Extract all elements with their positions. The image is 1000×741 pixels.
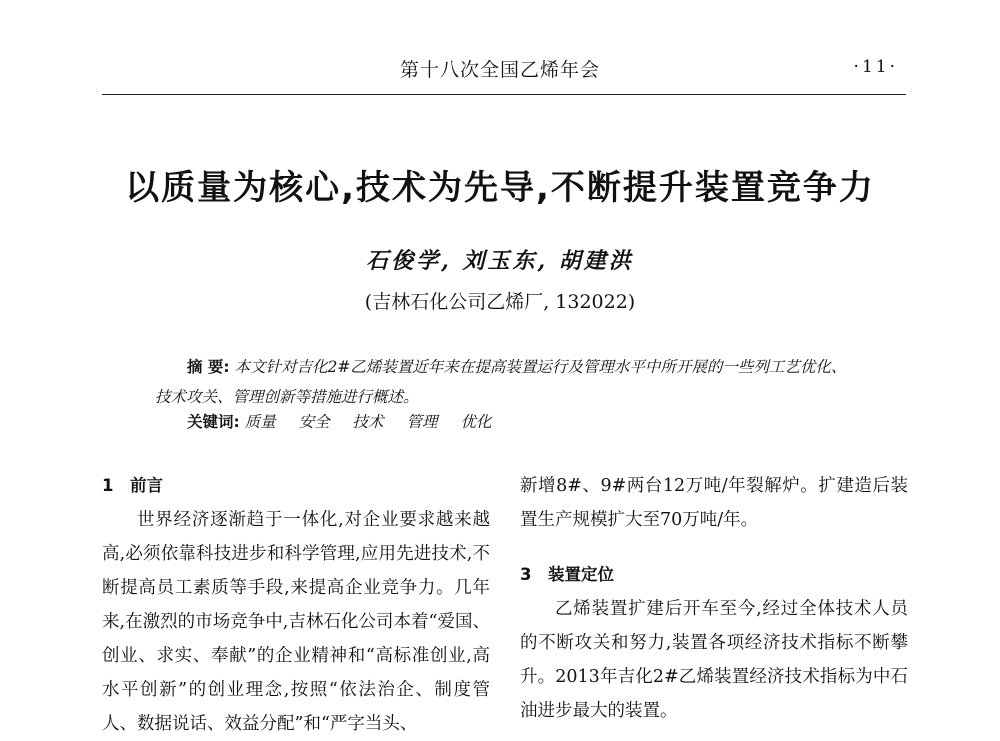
- left-column: [102, 469, 490, 741]
- section-title: 前言: [130, 476, 163, 495]
- positioning-paragraph: 乙烯装置扩建后开车至今,经过全体技术人员的不断攻关和努力,装置各项经济技术指标不断攀升。2013年吉化2#乙烯装置经济技术指标为中石油进步最大的装置。: [520, 599, 908, 721]
- keyword: 技术: [352, 413, 384, 431]
- abstract: [155, 352, 855, 412]
- keyword: 安全: [298, 413, 330, 431]
- affiliation: (吉林石化公司乙烯厂, 132022): [364, 291, 636, 313]
- keywords: [187, 410, 509, 432]
- authors: 石俊学, 刘玉东, 胡建洪: [366, 248, 634, 274]
- section-title: 装置定位: [548, 565, 614, 584]
- section-heading-intro: [102, 469, 490, 503]
- abstract-text: 本文针对吉化2#乙烯装置近年来在提高装置运行及管理水平中所开展的一些列工艺优化、技术攻关、管理创新等措施进行概述。: [155, 358, 847, 406]
- paper-title: 以质量为核心,技术为先导,不断提升装置竞争力: [125, 168, 875, 208]
- intro-paragraph: 世界经济逐渐趋于一体化,对企业要求越来越高,必须依靠科技进步和科学管理,应用先进技术,不断提高员工素质等手段,来提高企业竞争力。几年来,在激烈的市场竞争中,吉林石化公司本着“爱国、创业、求实、奉献”的企业精神和“高标准创业,高水平创新”的创业理念,按照“依法治企、制度管人、数据说话、效益分配”和“严字当头、: [102, 510, 490, 734]
- header-divider: [102, 94, 906, 95]
- keywords-label: 关键词:: [187, 413, 240, 431]
- running-header-title: 第十八次全国乙烯年会: [399, 59, 600, 81]
- keyword: 优化: [460, 413, 492, 431]
- section-number: 3: [520, 565, 532, 584]
- section-heading-positioning: [520, 558, 908, 592]
- continued-paragraph: 新增8#、9#两台12万吨/年裂解炉。扩建造后装置生产规模扩大至70万吨/年。: [520, 476, 908, 530]
- abstract-label: 摘 要:: [187, 358, 230, 376]
- keyword: 质量: [244, 413, 276, 431]
- section-number: 1: [102, 476, 114, 495]
- keyword: 管理: [406, 413, 438, 431]
- right-column: [520, 469, 908, 728]
- page-number: ·11·: [853, 57, 898, 77]
